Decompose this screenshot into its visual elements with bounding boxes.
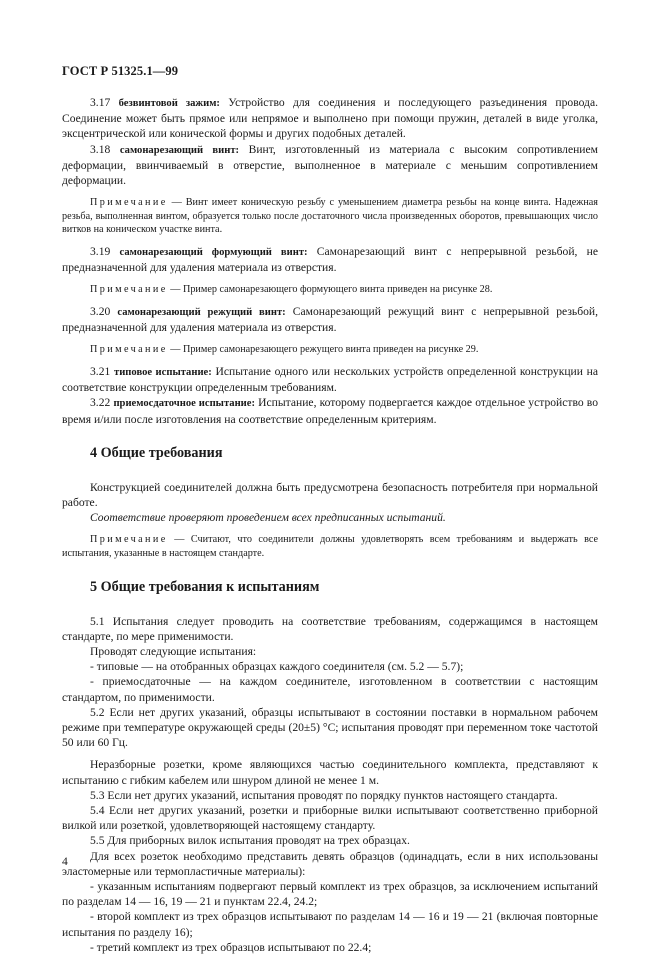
list-item-third-set: - третий комплект из трех образцов испытывают по 22.4; <box>90 940 372 954</box>
list-item-second-set: - второй комплект из трех образцов испытывают по разделам 14 — 16 и 19 — 21 (включая повторные испытания по разделу 16); <box>62 910 598 939</box>
page-number: 4 <box>62 855 68 868</box>
note-label: Примечание <box>90 284 168 296</box>
paragraph-5-4: 5.4 Если нет других указаний, розетки и приборные вилки испытывают соответственно приборной вилкой или розеткой, удовлетворяющей настоящему стандарту. <box>62 804 598 833</box>
list-item-first-set: - указанным испытаниям подвергают первый комплект из трех образцов, за исключением испытаний по разделам 14 — 16, 19 — 21 и пунктам 22.4, 24.2; <box>62 880 598 909</box>
note-label: Примечание <box>90 534 168 546</box>
list-item-routine-tests: - приемосдаточные — на каждом соединителе, изготовленном в соответствии с настоящим стандартом, по применимости. <box>62 675 598 704</box>
note-3-19 <box>62 283 598 297</box>
paragraph-5-1: 5.1 Испытания следует проводить на соответствие требованиям, содержащимся в настоящем стандарте, по мере применимости. <box>62 614 598 643</box>
definition-3-19 <box>62 244 598 275</box>
definition-text: Испытание, которому подвергается каждое отдельное устройство во время и/или после изготовления на соответствие определенным критериям. <box>62 396 598 426</box>
note-text: — Пример самонарезающего формующего винта приведен на рисунке 28. <box>167 284 493 296</box>
note-3-18 <box>62 196 598 237</box>
definition-3-22 <box>62 395 598 426</box>
definition-text: Самонарезающий режущий винт с непрерывной резьбой, предназначенной для удаления материала из отверстия. <box>62 305 598 335</box>
definition-text: Самонарезающий винт с непрерывной резьбой, не предназначенной для удаления материала из отверстия. <box>62 245 598 275</box>
compliance-statement: Соответствие проверяют проведением всех предписанных испытаний. <box>90 511 446 525</box>
list-item-type-tests: - типовые — на отобранных образцах каждого соединителя (см. 5.2 — 5.7); <box>90 660 464 674</box>
definition-3-20 <box>62 304 598 335</box>
paragraph-5-2: 5.2 Если нет других указаний, образцы испытывают в состоянии поставки в нормальном рабочем режиме при температуре окружающей среды (20±5) °С; испытания проводят при переменном токе частотой 50 или 60 Гц. <box>62 705 598 750</box>
definition-text: Винт, изготовленный из материала с высоким сопротивлением деформации, ввинчиваемый в отверстие, выполненное в материале с меньшим сопротивлением деформации. <box>62 142 598 188</box>
clause-number: 3.21 <box>90 365 111 378</box>
page-content <box>62 95 598 955</box>
paragraph-5-5: 5.5 Для приборных вилок испытания проводят на трех образцах. <box>90 834 410 848</box>
clause-number: 3.20 <box>90 305 111 318</box>
paragraph-socket-samples: Для всех розеток необходимо представить девять образцов (одинадцать, если в них использованы эластомерные или термопластичные материалы): <box>62 849 598 878</box>
note-text: — Считают, что соединители должны удовлетворять всем требованиям и выдержать все испытания, указанные в настоящем стандарте. <box>62 534 598 560</box>
term: самонарезающий формующий винт: <box>119 247 308 258</box>
term: приемосдаточное испытание: <box>113 398 256 410</box>
clause-number: 3.22 <box>90 396 111 410</box>
note-label: Примечание <box>90 197 168 209</box>
clause-number: 3.19 <box>90 245 111 258</box>
note-text: — Винт имеет коническую резьбу с уменьшением диаметра резьбы на конце винта. Надежная резьба, выполненная винтом, образуется только после достаточного числа произведенных оборотов, превышающих число витков на коническом участке винта. <box>62 197 598 236</box>
clause-number: 3.17 <box>90 96 111 109</box>
section-4-title: 4 Общие требования <box>90 444 223 461</box>
clause-number: 3.18 <box>90 142 111 156</box>
note-3-20 <box>62 343 598 357</box>
note-label: Примечание <box>90 344 168 356</box>
term: безвинтовой зажим: <box>118 98 220 109</box>
document-header: ГОСТ Р 51325.1—99 <box>62 64 179 78</box>
term: самонарезающий режущий винт: <box>117 307 286 318</box>
paragraph-rewirable-sockets: Неразборные розетки, кроме являющихся частью соединительного комплекта, представляют к испытанию с гибким кабелем или шнуром длиной не менее 1 м. <box>62 758 598 787</box>
definition-3-18 <box>62 142 598 189</box>
paragraph-5-3: 5.3 Если нет других указаний, испытания проводят по порядку пунктов настоящего стандарта. <box>90 788 558 802</box>
term: самонарезающий винт: <box>119 144 240 156</box>
note-text: — Пример самонарезающего режущего винта приведен на рисунке 29. <box>167 344 479 356</box>
tests-intro: Проводят следующие испытания: <box>90 645 257 659</box>
definition-3-21 <box>62 364 598 395</box>
note-section-4 <box>62 533 598 560</box>
term: типовое испытание: <box>114 367 212 378</box>
section-4-paragraph: Конструкцией соединителей должна быть предусмотрена безопасность потребителя при нормальной работе. <box>62 480 598 510</box>
section-5-title: 5 Общие требования к испытаниям <box>90 578 320 595</box>
definition-text: Испытание одного или нескольких устройств определенной конструкции на соответствие конструкции определенным требованиям. <box>62 365 599 395</box>
definition-text: Устройство для соединения и последующего разъединения провода. Соединение может быть прямое или непрямое и выполнено при помощи пружин, деталей в виде уголка, эксцентрической или конической формы и других подобных деталей. <box>62 96 598 141</box>
definition-3-17 <box>62 95 598 142</box>
